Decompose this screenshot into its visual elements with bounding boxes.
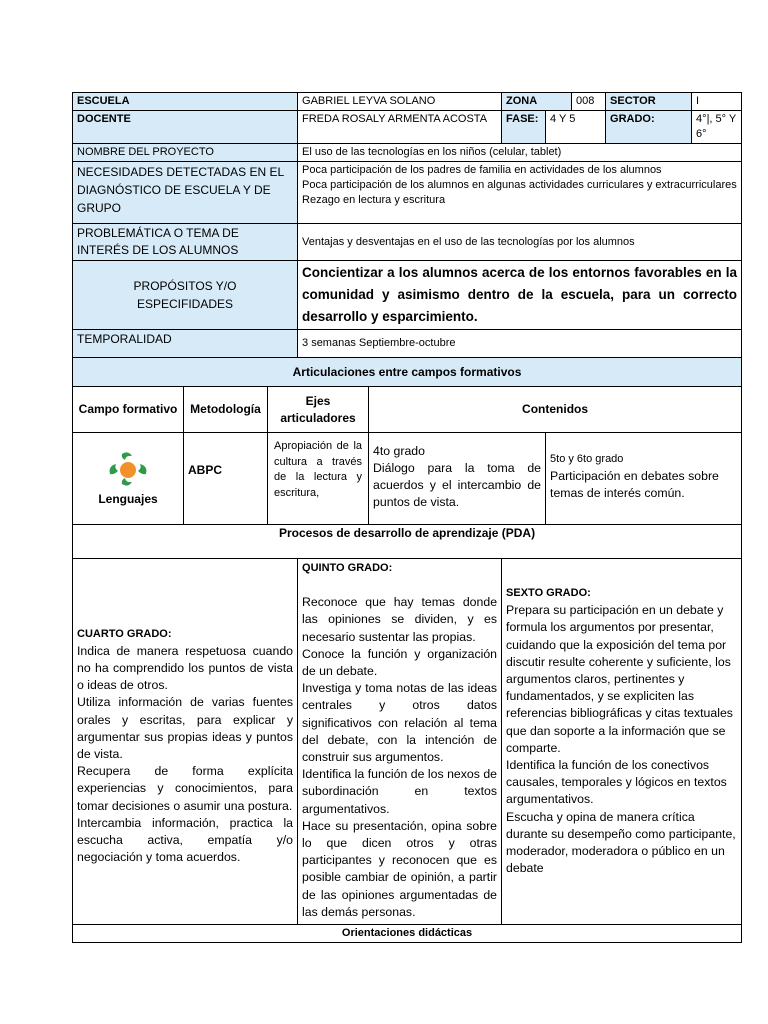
fase-label: FASE: xyxy=(502,111,546,144)
metodologia-value: ABPC xyxy=(184,433,268,525)
escuela-value: GABRIEL LEYVA SOLANO xyxy=(298,93,502,111)
pda-sexto-cell xyxy=(502,559,742,925)
propositos-value: Concientizar a los alumnos acerca de los entornos favorables en la comunidad y asimismo dentro de la escuela, para un correcto desarrollo y esparcimiento. xyxy=(298,261,742,330)
escuela-label: ESCUELA xyxy=(73,93,298,111)
contenido-56-cell xyxy=(546,433,742,525)
campo-formativo-name: Lenguajes xyxy=(98,492,158,506)
proyecto-label: NOMBRE DEL PROYECTO xyxy=(73,144,298,162)
problematica-value: Ventajas y desventajas en el uso de las tecnologías por los alumnos xyxy=(298,224,742,261)
sexto-item: Identifica la función de los conectivos causales, temporales y lógicos en textos argumentativos. xyxy=(506,758,727,807)
temporalidad-value: 3 semanas Septiembre-octubre xyxy=(298,330,742,358)
zona-value: 008 xyxy=(572,93,606,111)
pda-cuarto-cell xyxy=(73,559,298,925)
articulaciones-title: Articulaciones entre campos formativos xyxy=(73,358,742,387)
temporalidad-label: TEMPORALIDAD xyxy=(73,330,298,358)
docente-label: DOCENTE xyxy=(73,111,298,144)
quinto-item: Hace su presentación, opina sobre lo que dicen otros y otras participantes y reconocen que es posible cambiar de opinión, a partir de las opiniones argumentadas de las demás personas. xyxy=(302,818,498,919)
cuarto-item: Indica de manera respetuosa cuando no ha comprendido los puntos de vista o ideas de otros. xyxy=(77,643,294,693)
docente-value: FREDA ROSALY ARMENTA ACOSTA xyxy=(298,111,502,144)
cuarto-item: Recupera de forma explícita experiencias y conocimientos, para tomar decisiones o asumir una postura. xyxy=(77,764,294,813)
quinto-item: Identifica la función de los nexos de subordinación en textos argumentativos. xyxy=(302,767,498,816)
zona-label: ZONA xyxy=(502,93,572,111)
contenido-4-cell xyxy=(369,433,546,525)
quinto-item: Reconoce que hay temas donde las opiniones se dividen, y es necesario sustentar las propias. xyxy=(302,595,498,644)
orientaciones-title: Orientaciones didácticas xyxy=(73,925,742,943)
planning-table xyxy=(72,92,741,943)
lenguajes-icon xyxy=(104,450,152,488)
propositos-label: PROPÓSITOS Y/O ESPECIFIDADES xyxy=(73,261,298,330)
grado-value: 4°|, 5° Y 6° xyxy=(692,111,742,144)
quinto-title: QUINTO GRADO: xyxy=(302,562,393,574)
grado-label: GRADO: xyxy=(606,111,692,144)
metodologia-header: Metodología xyxy=(184,387,268,433)
proyecto-value: El uso de las tecnologías en los niños (celular, tablet) xyxy=(298,144,742,162)
sexto-title: SEXTO GRADO: xyxy=(506,587,591,599)
pda-quinto-cell xyxy=(298,559,502,925)
necesidad-item: Poca participación de los padres de familia en actividades de los alumnos xyxy=(302,164,662,176)
contenido-4-text: Diálogo para la toma de acuerdos y el intercambio de puntos de vista. xyxy=(373,461,542,509)
necesidades-value xyxy=(298,162,742,224)
sector-value: I xyxy=(692,93,742,111)
ejes-header: Ejes articuladores xyxy=(268,387,369,433)
necesidad-item: Poca participación de los alumnos en algunas actividades curriculares y extracurriculares xyxy=(302,179,737,191)
fase-value: 4 Y 5 xyxy=(546,111,606,144)
contenido-4-grado: 4to grado xyxy=(373,444,425,458)
ejes-value: Apropiación de la cultura a través de la lectura y escritura, xyxy=(268,433,369,525)
problematica-label: PROBLEMÁTICA O TEMA DE INTERÉS DE LOS ALUMNOS xyxy=(73,224,298,261)
quinto-item: Investiga y toma notas de las ideas centrales y otros datos significativos con relación al tema del debate, con la intención de construir sus argumentos. xyxy=(302,681,498,765)
sexto-item: Prepara su participación en un debate y formula los argumentos por presentar, cuidando que la exposición del tema por discutir resulte coherente y suficiente, los argumentos claros, pertinentes y fundamentados, y se expliciten las referencias bibliográficas y citas textuales que dan soporte a la información que se comparte. xyxy=(506,603,733,755)
campo-formativo-header: Campo formativo xyxy=(73,387,184,433)
quinto-item: Conoce la función y organización de un debate. xyxy=(302,646,498,679)
contenido-56-grado: 5to y 6to grado xyxy=(550,453,624,465)
sexto-item: Escucha y opina de manera crítica durante su desempeño como participante, moderador, moderadora o público en un debate xyxy=(506,809,736,876)
cuarto-title: CUARTO GRADO: xyxy=(77,627,172,640)
pda-title: Procesos de desarrollo de aprendizaje (PDA) xyxy=(73,525,742,559)
necesidad-item: Rezago en lectura y escritura xyxy=(302,194,446,206)
necesidades-label: NECESIDADES DETECTADAS EN EL DIAGNÓSTICO DE ESCUELA Y DE GRUPO xyxy=(73,162,298,224)
sector-label: SECTOR xyxy=(606,93,692,111)
contenidos-header: Contenidos xyxy=(369,387,742,433)
cuarto-item: Intercambia información, practica la escucha activa, empatía y/o negociación y toma acuerdos. xyxy=(77,815,294,865)
contenido-56-text: Participación en debates sobre temas de interés común. xyxy=(550,469,719,500)
cuarto-item: Utiliza información de varias fuentes orales y escritas, para explicar y argumentar sus propias ideas y puntos de vista. xyxy=(77,695,294,761)
campo-formativo-cell xyxy=(73,433,184,525)
